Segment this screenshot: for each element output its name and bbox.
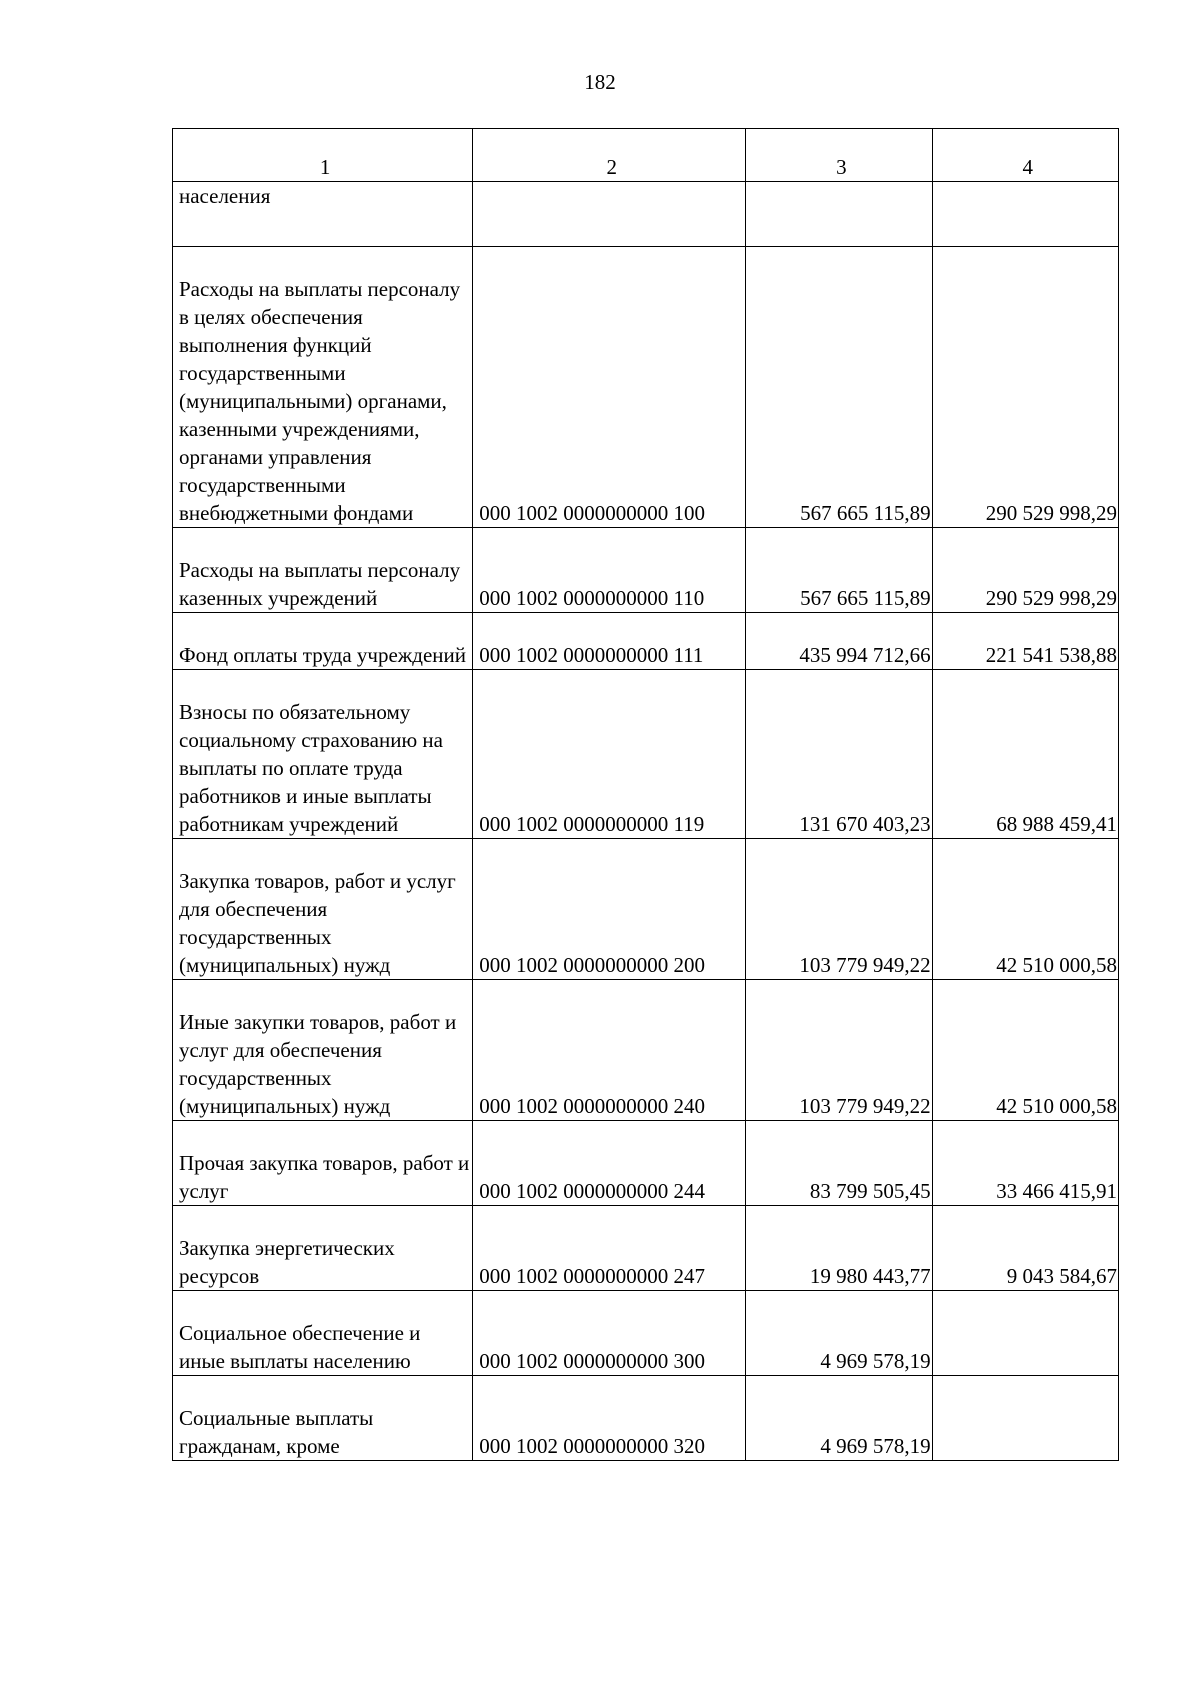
row-code: 000 1002 0000000000 100: [473, 247, 746, 528]
row-name: Расходы на выплаты персоналу в целях обеспечения выполнения функций государственными (муниципальными) органами, казенными учреждениями, органами управления государственными внебюджетными фондами: [173, 247, 473, 528]
column-header-4: 4: [932, 129, 1118, 182]
row-value-4: 221 541 538,88: [932, 613, 1118, 670]
row-name: Фонд оплаты труда учреждений: [173, 613, 473, 670]
row-name: Взносы по обязательному социальному страхованию на выплаты по оплате труда работников и иные выплаты работникам учреждений: [173, 670, 473, 839]
row-value-3: 567 665 115,89: [746, 528, 932, 613]
row-value-3: 4 969 578,19: [746, 1376, 932, 1461]
row-value-3: [746, 182, 932, 247]
table-row: [173, 980, 1119, 1121]
budget-table: [172, 128, 1119, 1461]
row-value-3: 103 779 949,22: [746, 980, 932, 1121]
table-row: [173, 1121, 1119, 1206]
column-header-3: 3: [746, 129, 932, 182]
table-header-row: [173, 129, 1119, 182]
row-code: 000 1002 0000000000 111: [473, 613, 746, 670]
row-code: [473, 182, 746, 247]
row-value-3: 435 994 712,66: [746, 613, 932, 670]
row-name: Социальные выплаты гражданам, кроме: [173, 1376, 473, 1461]
page-number: 182: [584, 70, 616, 94]
row-code: 000 1002 0000000000 240: [473, 980, 746, 1121]
row-code: 000 1002 0000000000 119: [473, 670, 746, 839]
row-value-4: 9 043 584,67: [932, 1206, 1118, 1291]
table-row: [173, 1206, 1119, 1291]
table-row: [173, 247, 1119, 528]
row-code: 000 1002 0000000000 244: [473, 1121, 746, 1206]
table-row: [173, 1291, 1119, 1376]
row-name: Иные закупки товаров, работ и услуг для обеспечения государственных (муниципальных) нужд: [173, 980, 473, 1121]
row-name: Закупка энергетических ресурсов: [173, 1206, 473, 1291]
row-value-3: 19 980 443,77: [746, 1206, 932, 1291]
table-row: [173, 670, 1119, 839]
column-header-2: 2: [473, 129, 746, 182]
row-value-3: 131 670 403,23: [746, 670, 932, 839]
row-name: Расходы на выплаты персоналу казенных учреждений: [173, 528, 473, 613]
row-value-3: 4 969 578,19: [746, 1291, 932, 1376]
row-code: 000 1002 0000000000 320: [473, 1376, 746, 1461]
table-row: [173, 839, 1119, 980]
table-row: [173, 182, 1119, 247]
row-code: 000 1002 0000000000 247: [473, 1206, 746, 1291]
row-value-3: 567 665 115,89: [746, 247, 932, 528]
row-code: 000 1002 0000000000 300: [473, 1291, 746, 1376]
row-value-4: 42 510 000,58: [932, 839, 1118, 980]
table-row: [173, 528, 1119, 613]
row-value-4: [932, 182, 1118, 247]
row-value-4: 68 988 459,41: [932, 670, 1118, 839]
row-name: населения: [173, 182, 473, 247]
column-header-1: 1: [173, 129, 473, 182]
row-value-4: 290 529 998,29: [932, 528, 1118, 613]
row-code: 000 1002 0000000000 200: [473, 839, 746, 980]
row-value-4: [932, 1376, 1118, 1461]
table-row: [173, 1376, 1119, 1461]
table-row: [173, 613, 1119, 670]
row-value-4: 33 466 415,91: [932, 1121, 1118, 1206]
row-value-4: 42 510 000,58: [932, 980, 1118, 1121]
row-name: Социальное обеспечение и иные выплаты населению: [173, 1291, 473, 1376]
row-name: Прочая закупка товаров, работ и услуг: [173, 1121, 473, 1206]
row-value-4: [932, 1291, 1118, 1376]
row-value-4: 290 529 998,29: [932, 247, 1118, 528]
row-code: 000 1002 0000000000 110: [473, 528, 746, 613]
row-value-3: 103 779 949,22: [746, 839, 932, 980]
row-name: Закупка товаров, работ и услуг для обеспечения государственных (муниципальных) нужд: [173, 839, 473, 980]
row-value-3: 83 799 505,45: [746, 1121, 932, 1206]
